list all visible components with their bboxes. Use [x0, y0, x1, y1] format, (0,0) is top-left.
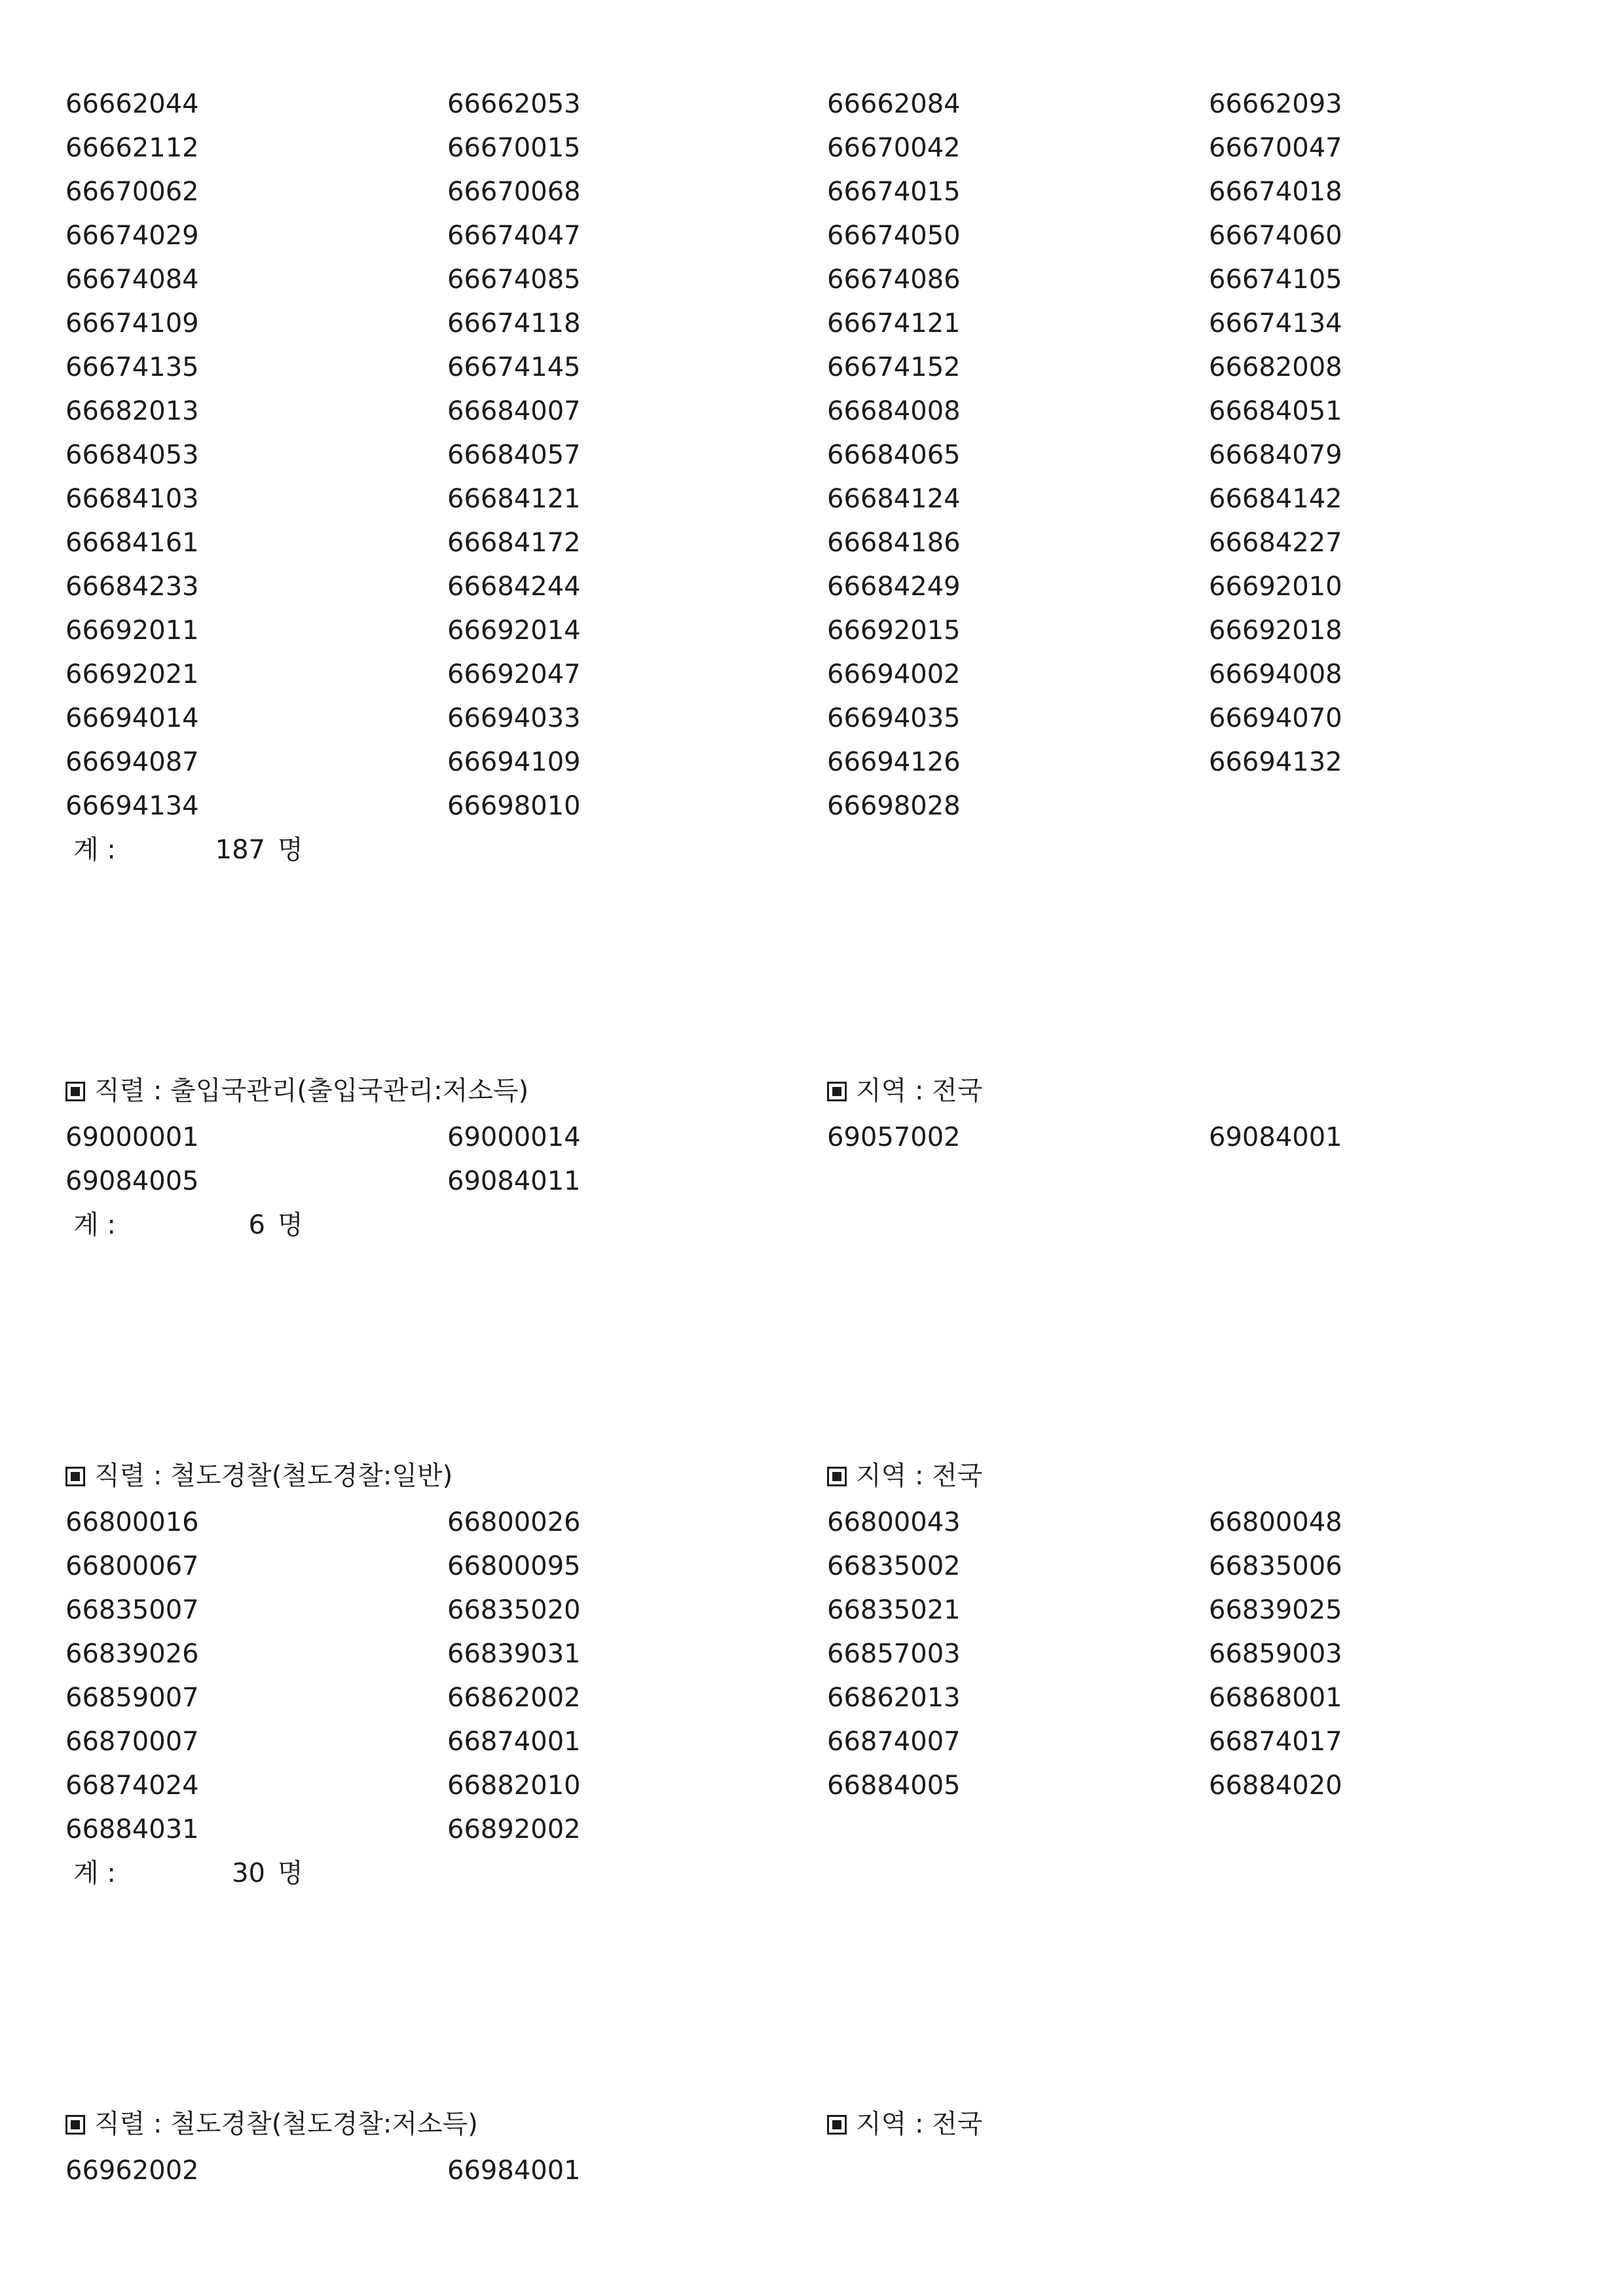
- number-cell: 66682013: [65, 396, 199, 426]
- number-cell: 66692011: [65, 615, 199, 646]
- number-cell: 66684065: [827, 440, 961, 470]
- number-cell: 66800095: [447, 1551, 581, 1581]
- number-cell: 66694109: [447, 747, 581, 777]
- number-cell: 66670068: [447, 177, 581, 207]
- region-text: 지역 : 전국: [856, 1461, 983, 1491]
- number-cell: 66800043: [827, 1507, 961, 1537]
- number-cell: 66684227: [1209, 528, 1342, 558]
- total-row: [0, 1203, 1624, 1247]
- number-cell: 66835007: [65, 1595, 199, 1625]
- number-cell: 69057002: [827, 1122, 961, 1152]
- number-cell: 66684057: [447, 440, 581, 470]
- number-cell: 69084011: [447, 1166, 581, 1196]
- total-row: [0, 1852, 1624, 1896]
- total-unit: 명: [278, 1858, 303, 1888]
- number-cell: 66962002: [65, 2156, 199, 2186]
- number-row: [0, 697, 1624, 741]
- total-count: 30: [232, 1858, 265, 1888]
- number-grid: [0, 2149, 1624, 2193]
- total-count: 187: [215, 835, 265, 865]
- number-row: [0, 302, 1624, 346]
- section-1: [0, 83, 1624, 872]
- number-cell: 66892002: [447, 1814, 581, 1845]
- total-label: 계 :: [73, 1210, 116, 1240]
- square-bullet-icon: [65, 1082, 85, 1101]
- number-cell: 66694014: [65, 703, 199, 733]
- number-cell: 66800048: [1209, 1507, 1342, 1537]
- square-bullet-icon: [827, 1082, 847, 1101]
- section-header: [0, 2099, 1624, 2149]
- number-cell: 66694070: [1209, 703, 1342, 733]
- number-cell: 66694002: [827, 659, 961, 689]
- number-row: [0, 1720, 1624, 1764]
- region-text: 지역 : 전국: [856, 2109, 983, 2139]
- number-cell: 66694008: [1209, 659, 1342, 689]
- number-cell: 66684051: [1209, 396, 1342, 426]
- number-cell: 66694033: [447, 703, 581, 733]
- number-cell: 66874017: [1209, 1727, 1342, 1757]
- number-cell: 66684124: [827, 484, 961, 514]
- square-bullet-icon: [827, 1467, 847, 1486]
- number-cell: 69000001: [65, 1122, 199, 1152]
- number-row: [0, 1160, 1624, 1203]
- region-label: [827, 2099, 982, 2149]
- number-cell: 66674152: [827, 352, 961, 382]
- number-cell: 66670062: [65, 177, 199, 207]
- number-cell: 66859007: [65, 1683, 199, 1713]
- number-cell: 66694132: [1209, 747, 1342, 777]
- number-row: [0, 83, 1624, 126]
- number-row: [0, 433, 1624, 477]
- number-cell: 66662084: [827, 89, 961, 119]
- number-row: [0, 1588, 1624, 1632]
- number-cell: 66674029: [65, 221, 199, 251]
- number-cell: 66674135: [65, 352, 199, 382]
- number-row: [0, 214, 1624, 258]
- square-bullet-icon: [65, 2115, 85, 2135]
- number-row: [0, 477, 1624, 521]
- region-label: [827, 1066, 982, 1116]
- number-cell: 66698010: [447, 791, 581, 821]
- number-cell: 66662044: [65, 89, 199, 119]
- number-cell: 66884020: [1209, 1771, 1342, 1801]
- number-cell: 66674134: [1209, 308, 1342, 339]
- number-grid: [0, 83, 1624, 828]
- number-cell: 66692021: [65, 659, 199, 689]
- number-cell: 66674047: [447, 221, 581, 251]
- number-cell: 66870007: [65, 1727, 199, 1757]
- number-cell: 66868001: [1209, 1683, 1342, 1713]
- section-header: [0, 1066, 1624, 1116]
- number-cell: 66662053: [447, 89, 581, 119]
- number-cell: 66884031: [65, 1814, 199, 1845]
- number-cell: 66884005: [827, 1771, 961, 1801]
- series-text: 직렬 : 출입국관리(출입국관리:저소득): [94, 1076, 529, 1106]
- number-cell: 66674118: [447, 308, 581, 339]
- number-cell: 66674060: [1209, 221, 1342, 251]
- section-4: [0, 2099, 1624, 2193]
- number-cell: 69000014: [447, 1122, 581, 1152]
- number-cell: 66882010: [447, 1771, 581, 1801]
- region-text: 지역 : 전국: [856, 1076, 983, 1106]
- number-cell: 66682008: [1209, 352, 1342, 382]
- number-cell: 66662093: [1209, 89, 1342, 119]
- number-cell: 66839031: [447, 1639, 581, 1669]
- region-label: [827, 1451, 982, 1501]
- number-cell: 66674105: [1209, 265, 1342, 295]
- number-row: [0, 741, 1624, 784]
- total-unit: 명: [278, 1210, 303, 1240]
- number-cell: 66862013: [827, 1683, 961, 1713]
- number-cell: 66859003: [1209, 1639, 1342, 1669]
- number-cell: 66835021: [827, 1595, 961, 1625]
- number-cell: 66674145: [447, 352, 581, 382]
- number-cell: 66874007: [827, 1727, 961, 1757]
- series-text: 직렬 : 철도경찰(철도경찰:일반): [94, 1461, 453, 1491]
- total-row: [0, 828, 1624, 872]
- number-cell: 66684079: [1209, 440, 1342, 470]
- number-cell: 66694126: [827, 747, 961, 777]
- number-cell: 66984001: [447, 2156, 581, 2186]
- number-row: [0, 565, 1624, 609]
- number-grid: [0, 1116, 1624, 1203]
- number-cell: 66674109: [65, 308, 199, 339]
- total-label: 계 :: [73, 1858, 116, 1888]
- number-grid: [0, 1501, 1624, 1852]
- number-cell: 66800067: [65, 1551, 199, 1581]
- number-row: [0, 784, 1624, 828]
- number-cell: 66684103: [65, 484, 199, 514]
- number-cell: 66674084: [65, 265, 199, 295]
- number-cell: 66839025: [1209, 1595, 1342, 1625]
- number-cell: 66698028: [827, 791, 961, 821]
- number-cell: 66800016: [65, 1507, 199, 1537]
- number-cell: 66670015: [447, 133, 581, 163]
- number-cell: 66684053: [65, 440, 199, 470]
- number-cell: 66684008: [827, 396, 961, 426]
- number-cell: 66874024: [65, 1771, 199, 1801]
- number-cell: 66662112: [65, 133, 199, 163]
- number-cell: 66874001: [447, 1727, 581, 1757]
- number-row: [0, 390, 1624, 433]
- number-cell: 66694035: [827, 703, 961, 733]
- number-cell: 66684249: [827, 572, 961, 602]
- number-cell: 66839026: [65, 1639, 199, 1669]
- number-cell: 66684161: [65, 528, 199, 558]
- number-cell: 66684244: [447, 572, 581, 602]
- section-2: [0, 1066, 1624, 1247]
- number-cell: 66694134: [65, 791, 199, 821]
- number-cell: 66692015: [827, 615, 961, 646]
- number-cell: 66692018: [1209, 615, 1342, 646]
- number-cell: 66684142: [1209, 484, 1342, 514]
- number-row: [0, 346, 1624, 390]
- number-cell: 66835006: [1209, 1551, 1342, 1581]
- total-unit: 명: [278, 835, 303, 865]
- number-cell: 66800026: [447, 1507, 581, 1537]
- number-cell: 66670047: [1209, 133, 1342, 163]
- number-row: [0, 1808, 1624, 1852]
- number-cell: 66684007: [447, 396, 581, 426]
- number-cell: 66674121: [827, 308, 961, 339]
- number-cell: 66835002: [827, 1551, 961, 1581]
- number-cell: 66674086: [827, 265, 961, 295]
- number-cell: 66674050: [827, 221, 961, 251]
- number-cell: 66835020: [447, 1595, 581, 1625]
- number-row: [0, 126, 1624, 170]
- series-label: [65, 1451, 452, 1501]
- series-label: [65, 2099, 478, 2149]
- series-label: [65, 1066, 528, 1116]
- number-cell: 66694087: [65, 747, 199, 777]
- number-cell: 66862002: [447, 1683, 581, 1713]
- number-cell: 66674085: [447, 265, 581, 295]
- number-cell: 66684186: [827, 528, 961, 558]
- number-cell: 66684121: [447, 484, 581, 514]
- number-row: [0, 1501, 1624, 1545]
- section-3: [0, 1451, 1624, 1896]
- number-row: [0, 170, 1624, 214]
- number-cell: 66684172: [447, 528, 581, 558]
- number-cell: 69084005: [65, 1166, 199, 1196]
- number-cell: 66692047: [447, 659, 581, 689]
- number-cell: 66674015: [827, 177, 961, 207]
- number-cell: 66692014: [447, 615, 581, 646]
- number-row: [0, 521, 1624, 565]
- number-row: [0, 258, 1624, 302]
- number-row: [0, 1676, 1624, 1720]
- number-row: [0, 653, 1624, 697]
- number-cell: 66674018: [1209, 177, 1342, 207]
- number-cell: 66684233: [65, 572, 199, 602]
- number-cell: 69084001: [1209, 1122, 1342, 1152]
- number-row: [0, 1764, 1624, 1808]
- total-count: 6: [248, 1210, 265, 1240]
- number-cell: 66857003: [827, 1639, 961, 1669]
- number-row: [0, 609, 1624, 653]
- number-row: [0, 1116, 1624, 1160]
- total-label: 계 :: [73, 835, 116, 865]
- number-row: [0, 1632, 1624, 1676]
- section-header: [0, 1451, 1624, 1501]
- number-cell: 66670042: [827, 133, 961, 163]
- series-text: 직렬 : 철도경찰(철도경찰:저소득): [94, 2109, 478, 2139]
- square-bullet-icon: [827, 2115, 847, 2135]
- number-row: [0, 1545, 1624, 1588]
- number-cell: 66692010: [1209, 572, 1342, 602]
- number-row: [0, 2149, 1624, 2193]
- square-bullet-icon: [65, 1467, 85, 1486]
